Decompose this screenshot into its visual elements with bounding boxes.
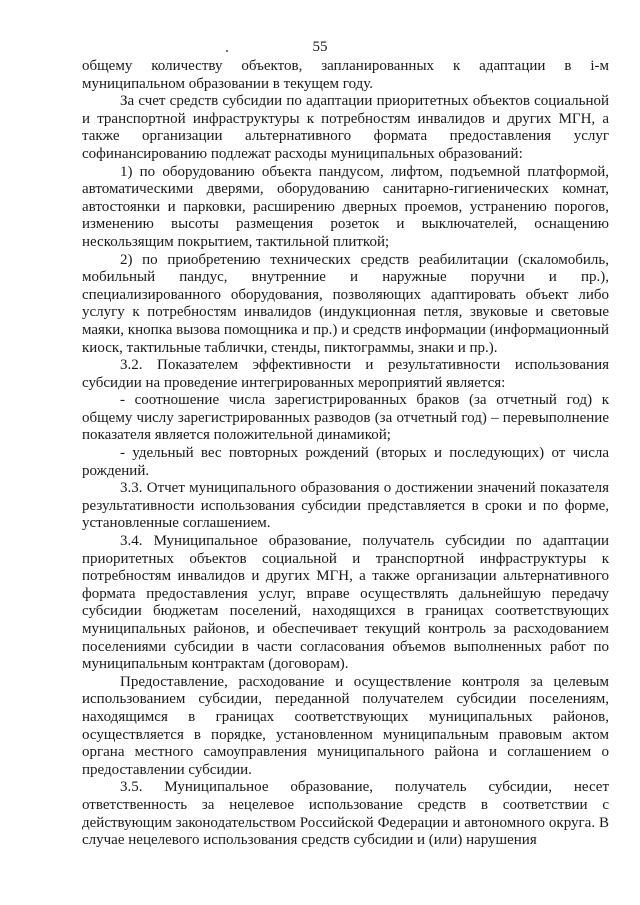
paragraph-section-3-3: 3.3. Отчет муниципального образования о достижении значений показателя результативности использования субсидии представляется в сроки и по форме, установленные соглашением. [82,480,609,532]
document-body [82,58,609,850]
paragraph-indicator-births: - удельный вес повторных рождений (вторых и последующих) от числа рождений. [82,445,609,479]
paragraph-subsidy-funding: За счет средств субсидии по адаптации приоритетных объектов социальной и транспортной инфраструктуры к потребностям инвалидов и других МГН, а также организации альтернативного формата предоставления услуг софинансированию подлежат расходы муниципальных образований: [82,93,609,162]
paragraph-control-provision: Предоставление, расходование и осуществление контроля за целевым использованием субсидии, переданной получателем субсидии поселениям, находящимся в границах соответствующих муниципальных районов, осуществляется в порядке, установленном муниципальным правовым актом органа местного самоуправления муниципального района и соглашением о предоставлении субсидии. [82,673,609,778]
paragraph-section-3-4: 3.4. Муниципальное образование, получатель субсидии по адаптации приоритетных объектов социальной и транспортной инфраструктуры к потребностям инвалидов и других МГН, а также организации альтернативного формата предоставления услуг, вправе осуществлять дальнейшую передачу субсидии бюджетам поселений, находящихся в границах соответствующих муниципальных районов, и обеспечивает текущий контроль за расходованием поселениями субсидии в части согласования объемов выполненных работ по муниципальным контрактам (договорам). [82,533,609,673]
paragraph-indicator-marriages: - соотношение числа зарегистрированных браков (за отчетный год) к общему числу зарегистрированных разводов (за отчетный год) – перевыполнение показателя является положительной динамикой; [82,392,609,444]
page-number: 55 [312,39,328,55]
paragraph-item-1: 1) по оборудованию объекта пандусом, лифтом, подъемной платформой, автоматическими дверями, оборудованию санитарно-гигиенических комнат, автостоянки и парковки, расширению дверных проемов, устранению порогов, изменению высоты размещения розеток и выключателей, оснащению нескользящим покрытием, тактильной плиткой; [82,163,609,250]
paragraph-section-3-5: 3.5. Муниципальное образование, получатель субсидии, несет ответственность за нецелевое использование средств в соответствии с действующим законодательством Российской Федерации и автономного округа. В случае нецелевого использования средств субсидии и (или) нарушения [82,779,609,849]
scan-speck [226,50,228,52]
paragraph-continuation: общему количеству объектов, запланированных к адаптации в i-м муниципальном образовании в текущем году. [82,58,609,92]
paragraph-section-3-2: 3.2. Показателем эффективности и результативности использования субсидии на проведение интегрированных мероприятий является: [82,357,609,391]
paragraph-item-2: 2) по приобретению технических средств реабилитации (скаломобиль, мобильный пандус, внутренние и наружные поручни и пр.), специализированного оборудования, позволяющих адаптировать объект либо услугу к потребностям инвалидов (индукционная петля, звуковые и световые маяки, кнопка вызова помощника и пр.) и средств информации (информационный киоск, тактильные таблички, стенды, пиктограммы, знаки и пр.). [82,251,609,356]
